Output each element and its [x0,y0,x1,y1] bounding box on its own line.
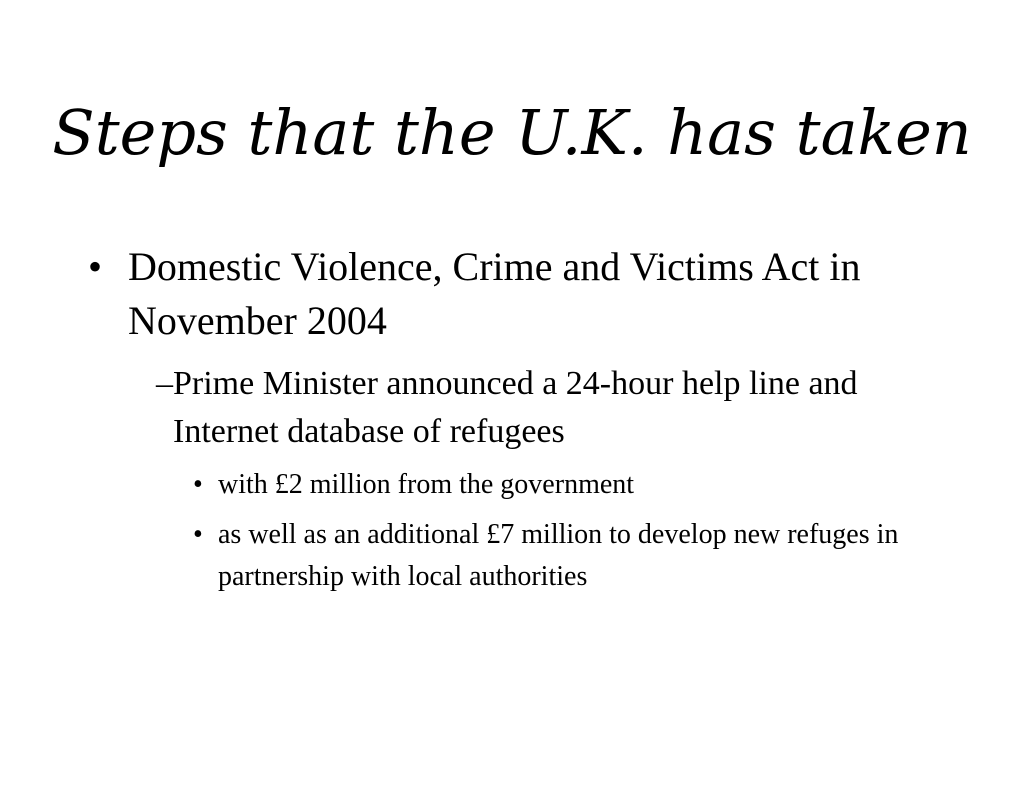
bullet-marker: • [88,244,103,289]
sub-sub-bullet-text: with £2 million from the government [218,469,635,500]
slide-title: Steps that the U.K. has taken [52,96,972,169]
dash-marker: – [156,365,173,402]
bullet-marker: • [193,519,203,550]
sub-sub-bullet-text: as well as an additional £7 million to develop new refuges in partnership with local authorities [218,519,899,592]
bullet-marker: • [193,469,203,500]
sub-bullet-text: Prime Minister announced a 24-hour help line and Internet database of refugees [173,365,858,450]
bullet-text: Domestic Violence, Crime and Victims Act in November 2004 [128,244,861,343]
